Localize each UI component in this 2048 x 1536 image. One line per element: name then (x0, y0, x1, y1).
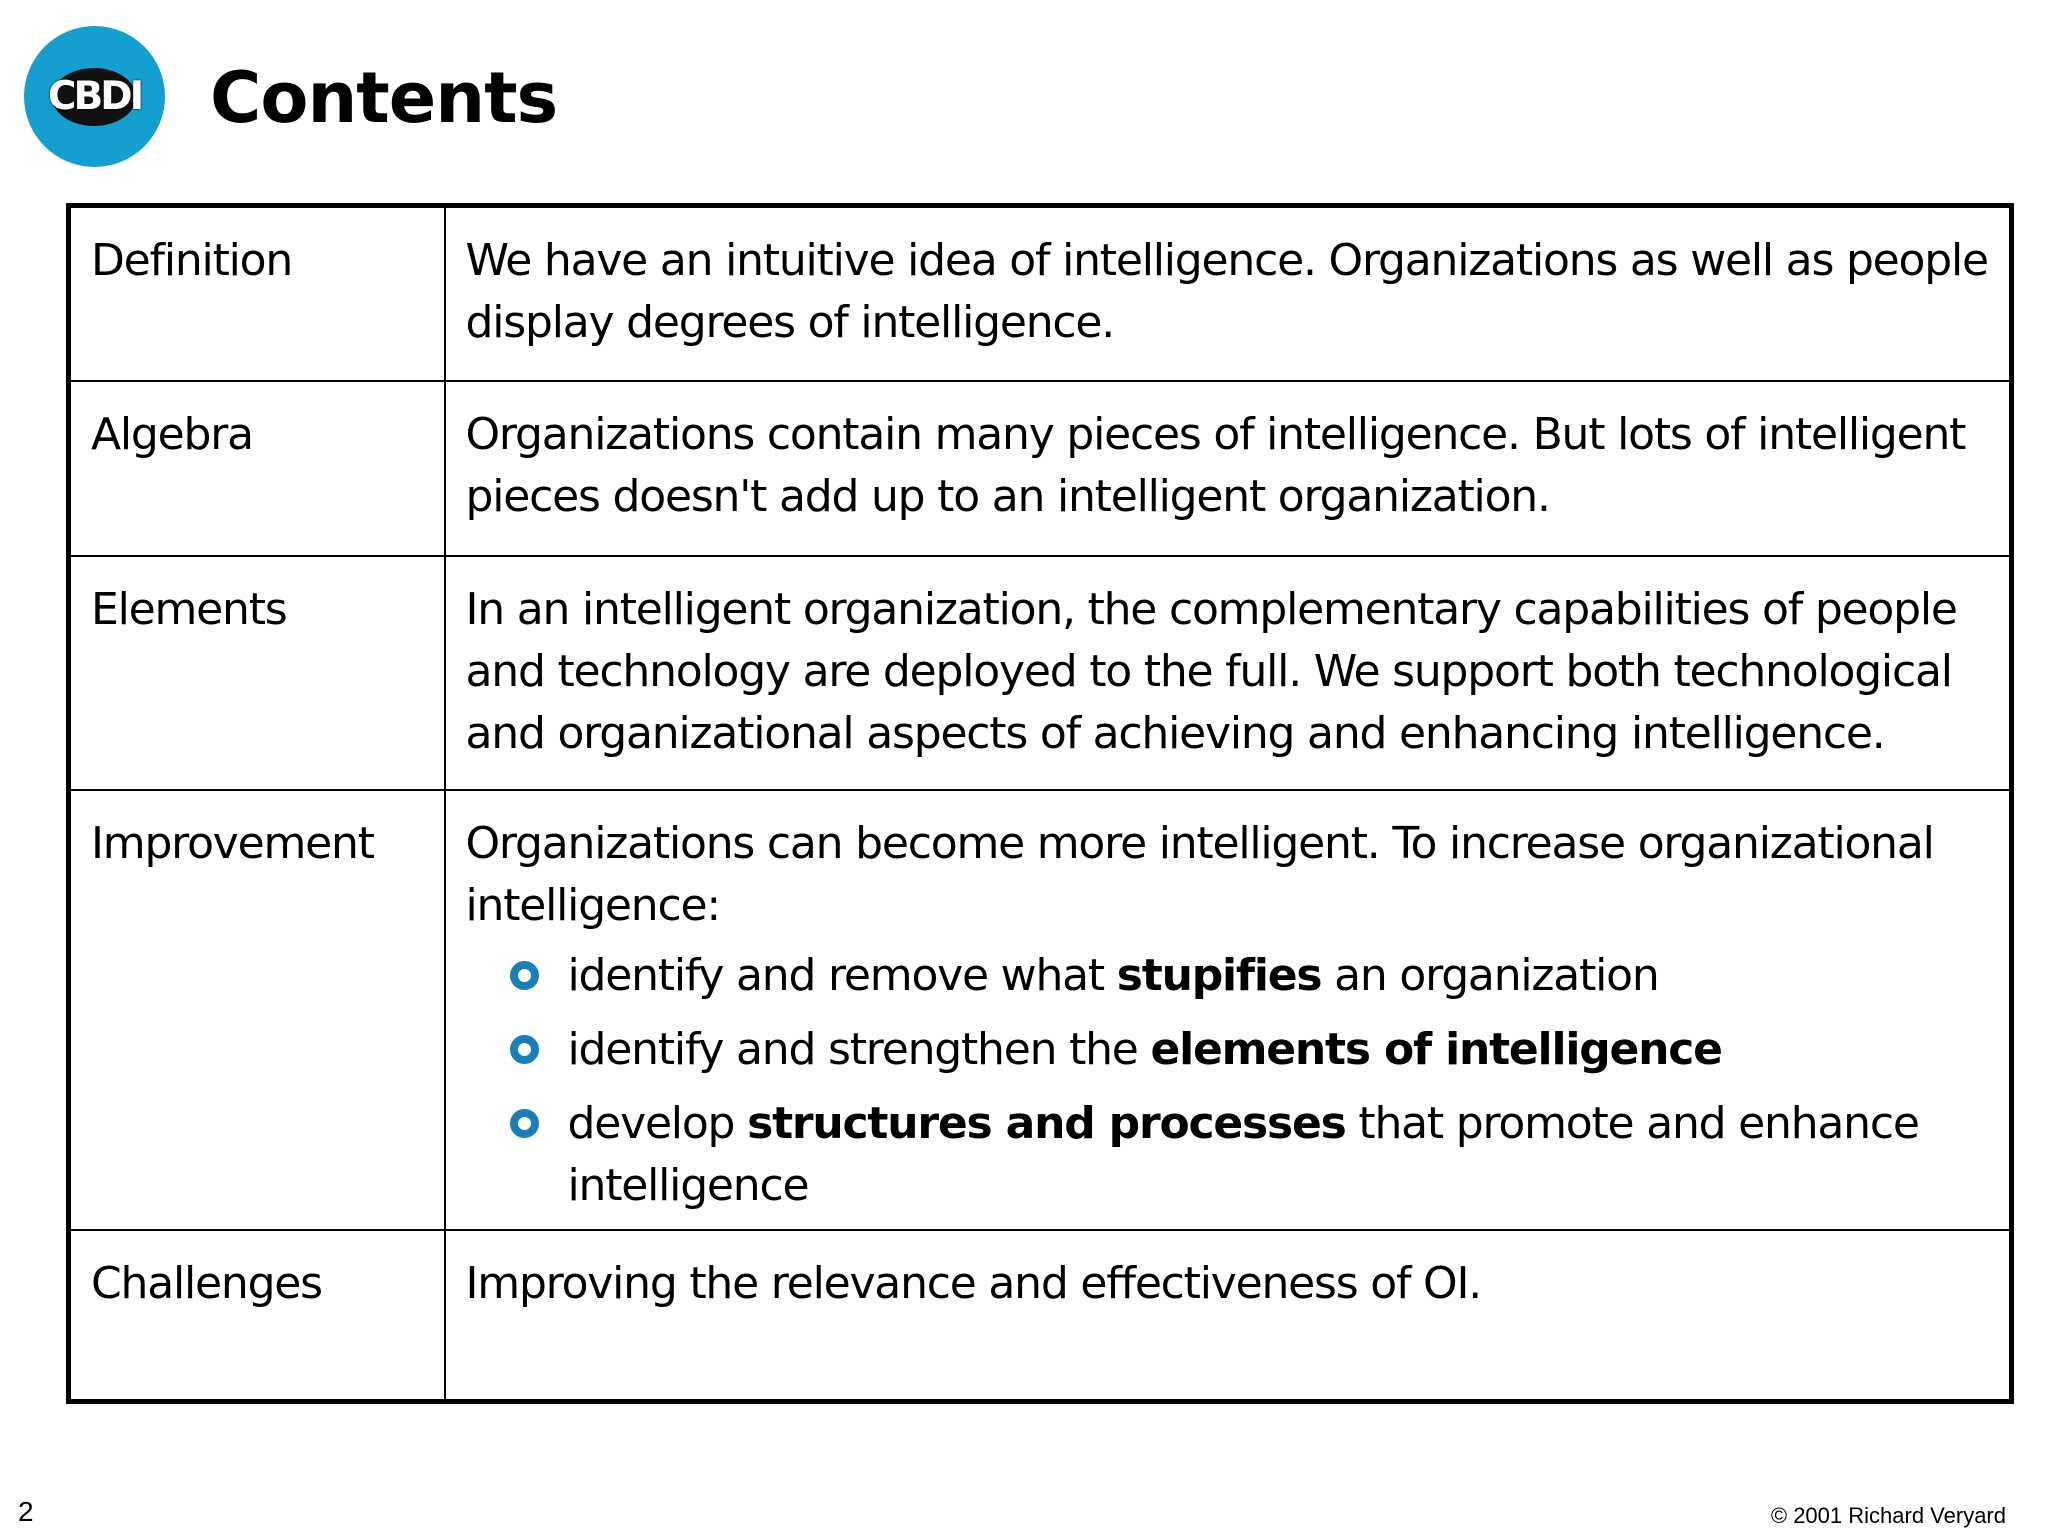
copyright-notice: © 2001 Richard Veryard (1770, 1503, 2006, 1528)
list-item (466, 945, 1990, 1007)
bullet-text-after: that promote and enhance intelligence (567, 1097, 1919, 1211)
row-description: We have an intuitive idea of intelligence. Organizations as well as people display degrees of intelligence. (445, 206, 2012, 381)
table-row-elements (69, 556, 2012, 790)
row-description: In an intelligent organization, the complementary capabilities of people and technology are deployed to the full. We support both technological and organizational aspects of achieving and enhancing intelligence. (445, 556, 2012, 790)
page-number: 2 (18, 1496, 34, 1527)
table-row-algebra (69, 381, 2012, 556)
row-description: Organizations can become more intelligent. To increase organizational intelligence: (465, 817, 1934, 931)
bullet-text-before: identify and strengthen the (567, 1023, 1151, 1075)
bullet-text-bold: stupifies (1116, 949, 1322, 1001)
bullet-text-before: develop (567, 1097, 748, 1149)
row-term: Improvement (69, 790, 445, 1230)
cbdi-logo (24, 26, 165, 167)
circle-bullet-icon (510, 961, 539, 990)
circle-bullet-icon (510, 1109, 539, 1138)
bullet-text-bold: structures and processes (747, 1097, 1346, 1149)
bullet-text-bold: elements of intelligence (1150, 1023, 1722, 1075)
row-term: Definition (69, 206, 445, 381)
table-row-definition (69, 206, 2012, 381)
list-item (466, 1019, 1990, 1081)
logo-text: CBDI (47, 74, 142, 119)
row-description: Improving the relevance and effectiveness of OI. (445, 1230, 2012, 1402)
bullet-text-after: an organization (1321, 949, 1659, 1001)
row-term: Algebra (69, 381, 445, 556)
table-row-improvement (69, 790, 2012, 1230)
circle-bullet-icon (510, 1035, 539, 1064)
bullet-text-before: identify and remove what (567, 949, 1117, 1001)
row-description-with-bullets (445, 790, 2012, 1230)
row-term: Challenges (69, 1230, 445, 1402)
contents-table (66, 203, 2014, 1404)
page-title: Contents (210, 57, 558, 139)
row-description: Organizations contain many pieces of intelligence. But lots of intelligent pieces doesn't add up to an intelligent organization. (445, 381, 2012, 556)
bullet-list (466, 945, 1990, 1217)
table-row-challenges (69, 1230, 2012, 1402)
row-term: Elements (69, 556, 445, 790)
list-item (466, 1093, 1990, 1217)
